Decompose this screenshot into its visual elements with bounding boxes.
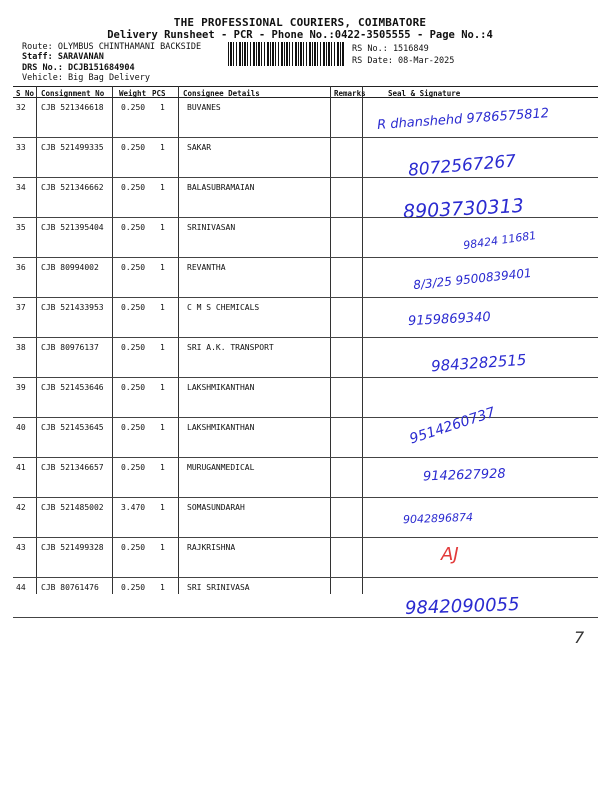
col-header-sno: S No [16, 89, 35, 98]
page-mark: 7 [574, 628, 585, 647]
row-consignment: CJB 521453646 [41, 383, 104, 392]
row-consignment: CJB 521433953 [41, 303, 104, 312]
row-consignee: BALASUBRAMAIAN [187, 183, 255, 192]
row-consignment: CJB 521395404 [41, 223, 104, 232]
handwritten-signature: 9842090055 [404, 594, 520, 619]
vehicle-text: Vehicle: Big Bag Delivery [22, 73, 150, 83]
row-consignee: REVANTHA [187, 263, 226, 272]
handwritten-signature: AJ [441, 544, 459, 565]
col-header-seal: Seal & Signature [388, 89, 461, 98]
table-row [13, 404, 598, 458]
row-consignee: BUVANES [187, 103, 221, 112]
row-sno: 32 [16, 103, 26, 112]
handwritten-signature: 9159869340 [407, 309, 492, 330]
row-weight: 0.250 [121, 263, 146, 272]
staff-text: Staff: SARAVANAN [22, 52, 104, 62]
col-header-weight: Weight [119, 89, 147, 98]
col-header-consignment: Consignment No [41, 89, 105, 98]
row-sno: 37 [16, 303, 26, 312]
row-sno: 42 [16, 503, 26, 512]
row-consignment: CJB 80761476 [41, 583, 99, 592]
table-row [13, 298, 598, 338]
row-pcs: 1 [160, 583, 165, 592]
row-sno: 40 [16, 423, 26, 432]
table-row [13, 178, 598, 224]
table-row [13, 578, 598, 618]
table-row [13, 98, 598, 138]
row-divider [13, 617, 598, 618]
row-pcs: 1 [160, 263, 165, 272]
row-pcs: 1 [160, 103, 165, 112]
row-consignment: CJB 521499328 [41, 543, 104, 552]
route-text: Route: OLYMBUS CHINTHAMANI BACKSIDE [22, 42, 202, 52]
handwritten-signature: 9514260737 [407, 404, 498, 448]
row-pcs: 1 [160, 383, 165, 392]
barcode-image [228, 42, 344, 66]
table-row [13, 258, 598, 298]
handwritten-signature: 8072567267 [407, 151, 517, 181]
row-pcs: 1 [160, 143, 165, 152]
handwritten-signature: 8/3/25 9500839401 [412, 265, 533, 293]
row-sno: 38 [16, 343, 26, 352]
row-sno: 35 [16, 223, 26, 232]
row-consignment: CJB 521499335 [41, 143, 104, 152]
col-header-consignee: Consignee Details [183, 89, 260, 98]
row-consignee: LAKSHMIKANTHAN [187, 423, 255, 432]
table-row [13, 218, 598, 258]
handwritten-signature: 9142627928 [422, 466, 506, 485]
row-consignee: SRINIVASAN [187, 223, 236, 232]
row-consignment: CJB 521346657 [41, 463, 104, 472]
row-weight: 0.250 [121, 103, 146, 112]
row-sno: 36 [16, 263, 26, 272]
row-weight: 0.250 [121, 343, 146, 352]
row-consignment: CJB 80994002 [41, 263, 99, 272]
table-row [13, 138, 598, 181]
handwritten-signature: R dhanshehd 9786575812 [376, 106, 550, 133]
row-weight: 0.250 [121, 423, 146, 432]
row-consignee: SOMASUNDARAH [187, 503, 245, 512]
row-consignment: CJB 521346618 [41, 103, 104, 112]
row-weight: 0.250 [121, 543, 146, 552]
row-sno: 39 [16, 383, 26, 392]
table-row [13, 458, 598, 498]
handwritten-signature: 9042896874 [402, 510, 474, 527]
rs-date: RS Date: 08-Mar-2025 [352, 56, 455, 66]
row-pcs: 1 [160, 503, 165, 512]
row-weight: 0.250 [121, 183, 146, 192]
company-title: THE PROFESSIONAL COURIERS, COIMBATORE [173, 16, 427, 29]
handwritten-signature: 98424 11681 [462, 228, 538, 253]
row-consignee: SAKAR [187, 143, 212, 152]
row-consignee: C M S CHEMICALS [187, 303, 260, 312]
row-weight: 0.250 [121, 463, 146, 472]
runsheet-subtitle: Delivery Runsheet - PCR - Phone No.:0422-3505555 - Page No.:4 [107, 29, 493, 41]
row-pcs: 1 [160, 463, 165, 472]
col-header-pcs: PCS [152, 89, 166, 98]
row-consignment: CJB 80976137 [41, 343, 99, 352]
row-sno: 34 [16, 183, 26, 192]
row-consignee: SRI A.K. TRANSPORT [187, 343, 274, 352]
row-consignee: SRI SRINIVASA [187, 583, 250, 592]
row-weight: 0.250 [121, 303, 146, 312]
row-consignment: CJB 521453645 [41, 423, 104, 432]
row-sno: 33 [16, 143, 26, 152]
row-pcs: 1 [160, 543, 165, 552]
row-consignee: LAKSHMIKANTHAN [187, 383, 255, 392]
drs-text: DRS No.: DCJB151684904 [22, 63, 135, 73]
row-weight: 0.250 [121, 143, 146, 152]
handwritten-signature: 8903730313 [402, 194, 525, 224]
row-consignment: CJB 521485002 [41, 503, 104, 512]
row-pcs: 1 [160, 343, 165, 352]
handwritten-signature: 9843282515 [430, 350, 527, 376]
row-sno: 43 [16, 543, 26, 552]
row-weight: 3.470 [121, 503, 146, 512]
row-weight: 0.250 [121, 583, 146, 592]
row-weight: 0.250 [121, 223, 146, 232]
col-header-remarks: Remarks [334, 89, 366, 98]
rs-number: RS No.: 1516849 [352, 44, 429, 54]
table-row [13, 338, 598, 378]
header-top-rule [13, 86, 598, 87]
row-pcs: 1 [160, 183, 165, 192]
row-pcs: 1 [160, 423, 165, 432]
row-pcs: 1 [160, 223, 165, 232]
row-sno: 41 [16, 463, 26, 472]
row-consignee: MURUGANMEDICAL [187, 463, 255, 472]
row-consignee: RAJKRISHNA [187, 543, 236, 552]
table-row [13, 538, 598, 578]
table-row [13, 378, 598, 418]
row-weight: 0.250 [121, 383, 146, 392]
row-consignment: CJB 521346662 [41, 183, 104, 192]
row-sno: 44 [16, 583, 26, 592]
table-row [13, 498, 598, 538]
row-pcs: 1 [160, 303, 165, 312]
